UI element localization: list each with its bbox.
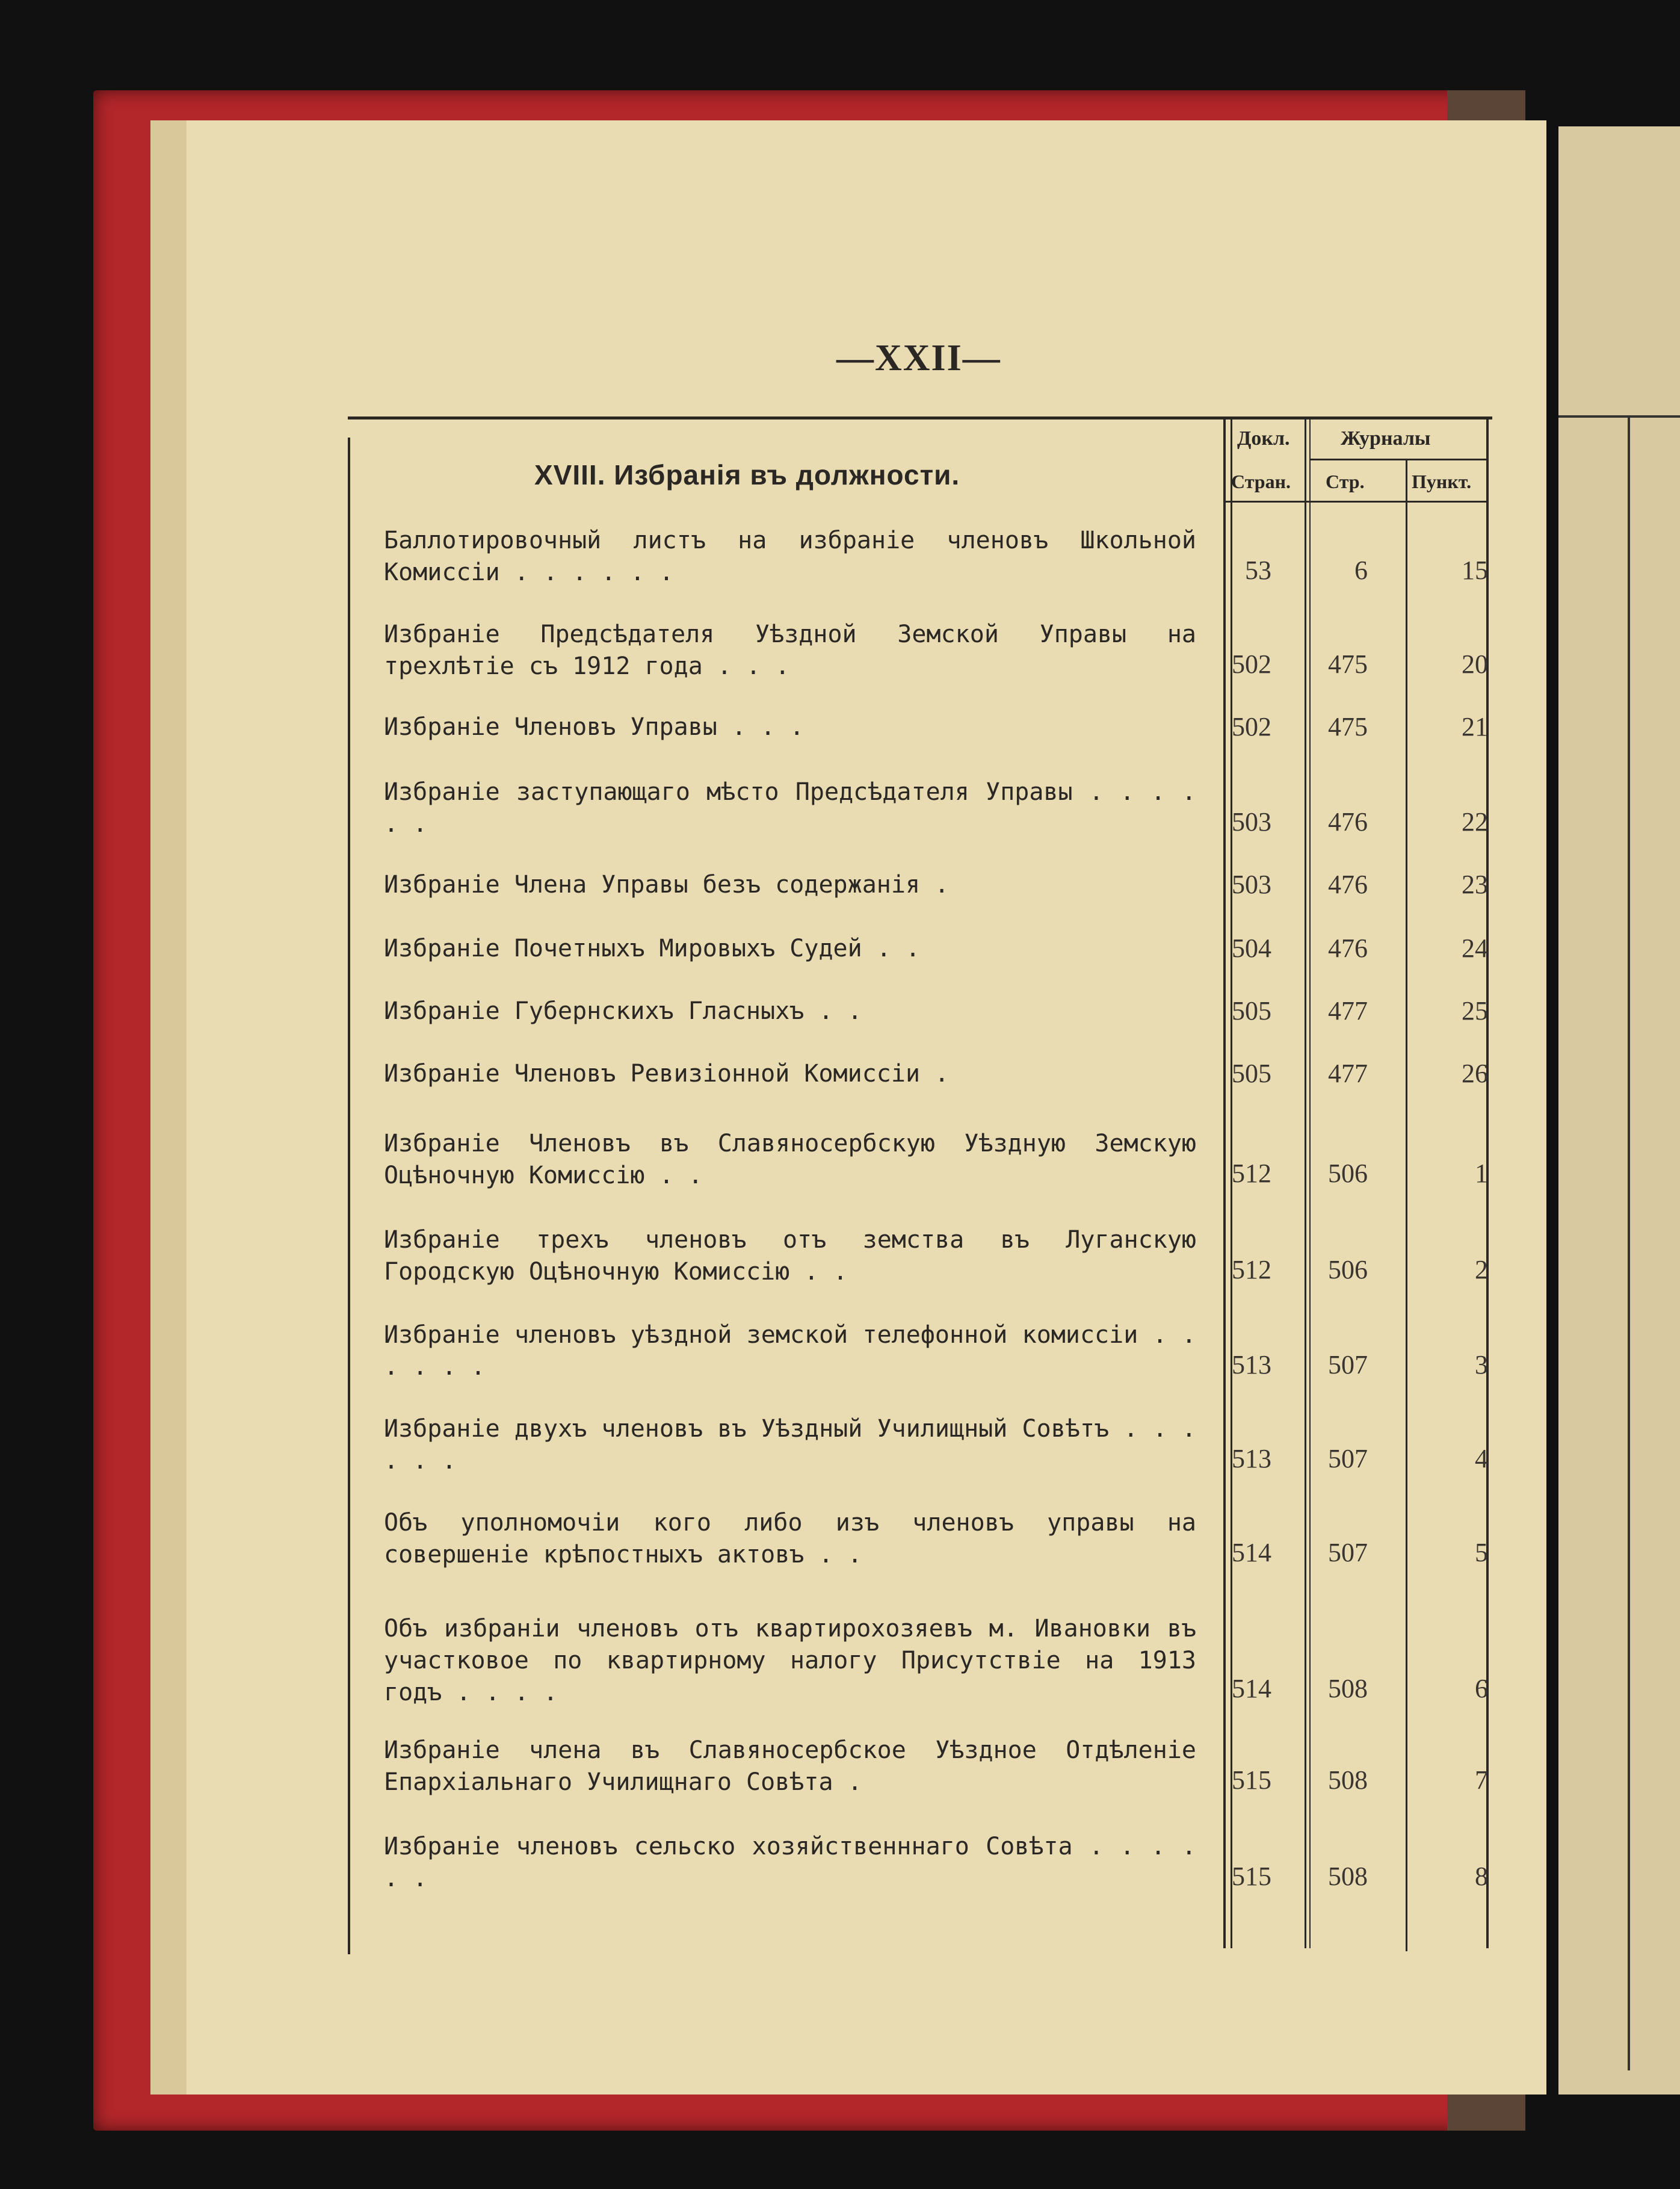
entry-15-doc-page: 515 <box>1232 1765 1271 1795</box>
entry-2-journal-page: 475 <box>1328 649 1368 679</box>
entry-9-doc-page: 512 <box>1232 1159 1271 1188</box>
entry-15-journal-item: 7 <box>1475 1765 1488 1795</box>
entry-10-doc-page: 512 <box>1232 1255 1271 1284</box>
entry-6-journal-page: 476 <box>1328 933 1368 963</box>
facing-page-column-rule <box>1628 415 1630 2070</box>
index-table <box>348 416 1492 1957</box>
entry-4-doc-page: 503 <box>1232 807 1271 837</box>
entry-8-doc-page: 505 <box>1232 1059 1271 1088</box>
entry-2-doc-page: 502 <box>1232 649 1271 679</box>
entry-16-journal-page: 508 <box>1328 1862 1368 1891</box>
entry-8-journal-page: 477 <box>1328 1059 1368 1088</box>
entry-12-journal-page: 507 <box>1328 1444 1368 1473</box>
entry-7: Избраніе Губернскихъ Гласныхъ . . <box>384 997 862 1025</box>
entry-4-journal-item: 22 <box>1462 807 1488 837</box>
entry-10-journal-item: 2 <box>1475 1255 1488 1284</box>
entry-7-journal-page: 477 <box>1328 996 1368 1026</box>
entry-1: Баллотировочный листъ на избраніе членовъ Школьной Комиссіи . . . . . . <box>384 527 1196 586</box>
entry-2: Избраніе Предсѣдателя Уѣздной Земской Управы на трехлѣтіе съ 1912 года . . . <box>384 621 1196 680</box>
entry-12-journal-item: 4 <box>1475 1444 1488 1473</box>
entry-14: Объ избраніи членовъ отъ квартирохозяевъ м. Ивановки въ участковое по квартирному налогу Присутствіе на 1913 годъ . . . . <box>384 1615 1196 1706</box>
pt-column-rule <box>1406 459 1407 1951</box>
entry-16-journal-item: 8 <box>1475 1862 1488 1891</box>
entry-10: Избраніе трехъ членовъ отъ земства въ Луганскую Городскую Оцѣночную Комиссію . . <box>384 1226 1196 1286</box>
entry-8-journal-item: 26 <box>1462 1059 1488 1088</box>
entry-11-journal-page: 507 <box>1328 1350 1368 1379</box>
entry-5: Избраніе Члена Управы безъ содержанія . <box>384 871 950 899</box>
entry-11-doc-page: 513 <box>1232 1350 1271 1379</box>
entry-12: Избраніе двухъ членовъ въ Уѣздный Училищный Совѣтъ . . . . . . <box>384 1415 1196 1475</box>
entry-6-doc-page: 504 <box>1232 933 1271 963</box>
entry-11: Избраніе членовъ уѣздной земской телефонной комиссіи . . . . . . <box>384 1321 1196 1381</box>
entry-15: Избраніе члена въ Славяносербское Уѣздное Отдѣленіе Епархіальнаго Училищнаго Совѣта . <box>384 1736 1196 1796</box>
entry-1-doc-page: 53 <box>1245 556 1271 585</box>
header-doc-bottom: Стран. <box>1231 471 1291 492</box>
entry-12-doc-page: 513 <box>1232 1444 1271 1473</box>
entry-5-journal-page: 476 <box>1328 870 1368 899</box>
entry-11-journal-item: 3 <box>1475 1350 1488 1379</box>
entry-5-doc-page: 503 <box>1232 870 1271 899</box>
header-doc-top: Докл. <box>1237 427 1290 450</box>
table-left-rule <box>348 438 350 1954</box>
entry-6-journal-item: 24 <box>1462 933 1488 963</box>
entry-7-doc-page: 505 <box>1232 996 1271 1026</box>
header-journal-page: Стр. <box>1326 471 1365 492</box>
entry-10-journal-page: 506 <box>1328 1255 1368 1284</box>
entry-4: Избраніе заступающаго мѣсто Предсѣдателя Управы . . . . . . <box>384 778 1196 838</box>
facing-page <box>1558 126 1680 2095</box>
entry-16-doc-page: 515 <box>1232 1862 1271 1891</box>
entry-13-journal-page: 507 <box>1328 1538 1368 1567</box>
entry-6: Избраніе Почетныхъ Мировыхъ Судей . . <box>384 935 921 962</box>
header-bottom-rule <box>1223 501 1486 503</box>
entry-13-journal-item: 5 <box>1475 1538 1488 1567</box>
entry-15-journal-page: 508 <box>1328 1765 1368 1795</box>
entry-9-journal-item: 1 <box>1475 1159 1488 1188</box>
section-title: XVIII. Избранія въ должности. <box>534 459 960 491</box>
entry-14-journal-page: 508 <box>1328 1674 1368 1703</box>
entry-13: Объ уполномочіи кого либо изъ членовъ управы на совершеніе крѣпостныхъ актовъ . . <box>384 1509 1196 1568</box>
page-number: —XXII— <box>836 338 1001 379</box>
page-edge <box>150 120 187 2095</box>
entry-16: Избраніе членовъ сельско хозяйственннаго Совѣта . . . . . . <box>384 1833 1196 1892</box>
entry-5-journal-item: 23 <box>1462 870 1488 899</box>
entry-3-journal-page: 475 <box>1328 712 1368 742</box>
header-journal-item: Пункт. <box>1412 471 1472 492</box>
entry-4-journal-page: 476 <box>1328 807 1368 837</box>
entry-3-doc-page: 502 <box>1232 712 1271 742</box>
entry-2-journal-item: 20 <box>1462 649 1488 679</box>
entry-1-journal-page: 6 <box>1354 556 1368 585</box>
entry-14-doc-page: 514 <box>1232 1674 1271 1703</box>
entry-3-journal-item: 21 <box>1462 712 1488 742</box>
journal-header-rule <box>1309 459 1486 460</box>
table-top-rule <box>348 416 1492 420</box>
entry-13-doc-page: 514 <box>1232 1538 1271 1567</box>
entry-1-journal-item: 15 <box>1462 556 1488 585</box>
entry-9: Избраніе Членовъ въ Славяносербскую Уѣздную Земскую Оцѣночную Комиссію . . <box>384 1130 1196 1189</box>
facing-page-rule <box>1558 415 1680 418</box>
entry-3: Избраніе Членовъ Управы . . . <box>384 713 804 741</box>
entry-8: Избраніе Членовъ Ревизіонной Комиссіи . <box>384 1060 950 1088</box>
entry-9-journal-page: 506 <box>1328 1159 1368 1188</box>
header-journal: Журналы <box>1341 427 1431 450</box>
entry-7-journal-item: 25 <box>1462 996 1488 1026</box>
entry-14-journal-item: 6 <box>1475 1674 1488 1703</box>
